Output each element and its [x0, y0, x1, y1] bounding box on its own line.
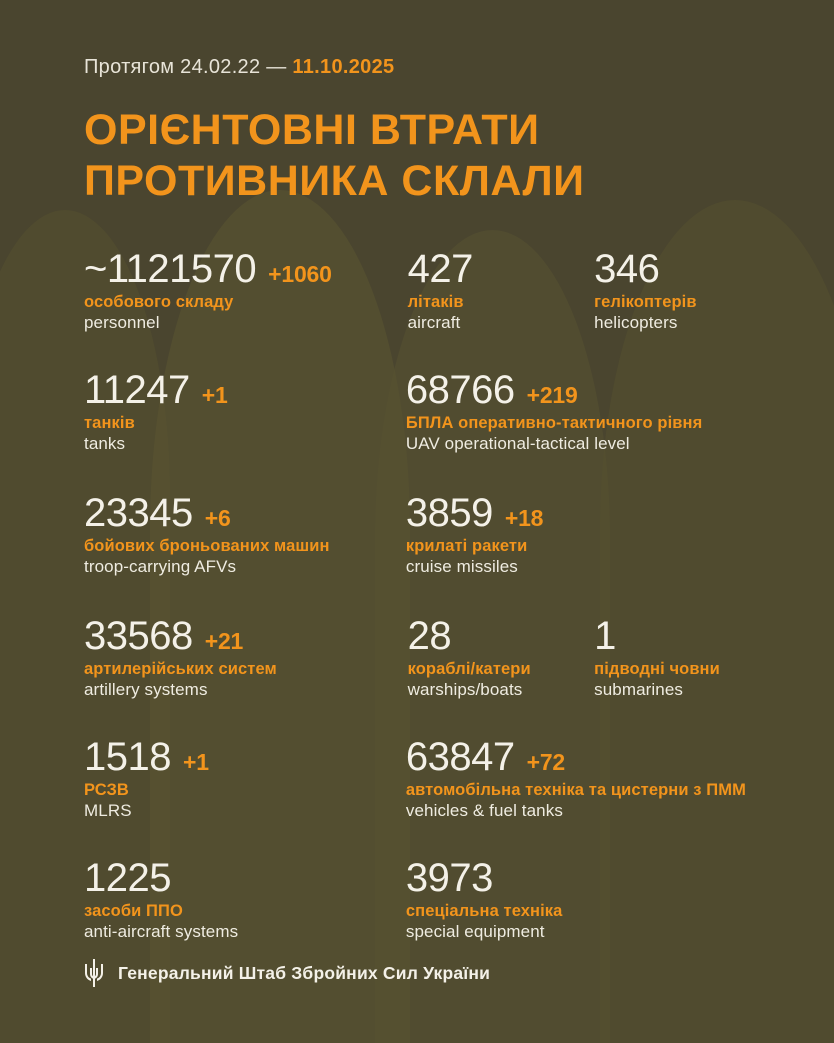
stats-row: [84, 857, 794, 942]
stat-value-line: [594, 248, 794, 290]
stat-value: 23345: [84, 491, 193, 536]
stats-row: [84, 248, 794, 333]
stat-value: 68766: [405, 368, 515, 413]
stat-value-line: [406, 369, 794, 411]
stat-delta: +1060: [268, 261, 332, 288]
stat-value: 1518: [84, 735, 171, 780]
stat-artillery: [84, 615, 408, 700]
stat-delta: +219: [526, 382, 578, 409]
stat-label-ua: засоби ППО: [84, 902, 183, 921]
stat-cruise-missiles: [406, 492, 794, 577]
stat-label-en: tanks: [84, 434, 126, 454]
stat-delta: +1: [182, 749, 209, 776]
stat-value: 63847: [405, 735, 515, 780]
stat-label-en: UAV operational-tactical level: [405, 434, 630, 454]
stat-personnel: [84, 248, 408, 333]
stat-afvs: [84, 492, 406, 577]
stat-label-en: special equipment: [405, 922, 545, 942]
stat-value: 1225: [84, 856, 171, 901]
stat-label-en: troop-carrying AFVs: [84, 557, 237, 577]
stats-grid: [0, 248, 834, 942]
stat-value-line: [406, 857, 794, 899]
stat-value-line: [84, 615, 408, 657]
stat-value-line: [84, 857, 406, 899]
stat-label-en: helicopters: [594, 313, 678, 333]
stat-value-line: [84, 492, 406, 534]
stat-value: 33568: [84, 614, 193, 659]
stat-label-ua: БПЛА оперативно-тактичного рівня: [405, 414, 703, 433]
stat-value-line: [406, 492, 794, 534]
stat-value: 3859: [405, 491, 493, 536]
stat-value: 28: [407, 614, 452, 659]
stat-label-ua: гелікоптерів: [594, 293, 697, 312]
stat-value-line: [406, 736, 794, 778]
stat-value-line: [408, 615, 595, 657]
stat-value-line: [594, 615, 794, 657]
stat-label-en: anti-aircraft systems: [84, 922, 239, 942]
stat-label-en: cruise missiles: [405, 557, 518, 577]
stat-label-ua: танків: [84, 414, 135, 433]
stat-value-line: [84, 736, 406, 778]
stats-row: [84, 369, 794, 454]
stat-label-ua: крилаті ракети: [405, 537, 528, 556]
stat-label-ua: РСЗВ: [84, 781, 129, 800]
stat-value-line: [84, 248, 408, 290]
stat-label-ua: спеціальна техніка: [405, 902, 563, 921]
stat-label-en: personnel: [84, 313, 160, 333]
footer: [84, 959, 490, 987]
period-line: [0, 56, 834, 79]
stat-value: 11247: [84, 368, 190, 413]
stat-tanks: [84, 369, 406, 454]
stat-value: 346: [594, 247, 660, 292]
stat-mlrs: [84, 736, 406, 821]
stat-aircraft: [408, 248, 595, 333]
stat-delta: +21: [204, 628, 244, 655]
stat-anti-aircraft: [84, 857, 406, 942]
stat-label-en: aircraft: [407, 313, 461, 333]
period-date: 11.10.2025: [292, 56, 395, 78]
stat-delta: +18: [504, 505, 544, 532]
stat-special-equipment: [406, 857, 794, 942]
stat-value-line: [408, 248, 595, 290]
stat-label-en: vehicles & fuel tanks: [405, 801, 563, 821]
stats-row: [84, 492, 794, 577]
stat-label-ua: особового складу: [84, 293, 234, 312]
period-prefix: Протягом 24.02.22 —: [84, 56, 293, 78]
stat-value: 427: [407, 247, 473, 292]
stats-row: [84, 615, 794, 700]
stat-delta: +72: [526, 749, 566, 776]
stats-row: [84, 736, 794, 821]
page-title-line1: ОРІЄНТОВНІ ВТРАТИ: [84, 106, 540, 154]
stat-label-ua: автомобільна техніка та цистерни з ПММ: [405, 781, 746, 800]
trident-icon: [84, 959, 104, 987]
stat-label-ua: літаків: [407, 293, 464, 312]
page-title: [0, 105, 834, 206]
footer-text: Генеральний Штаб Збройних Сил України: [118, 962, 491, 983]
stat-value: 1: [594, 614, 616, 659]
stat-label-ua: кораблі/катери: [407, 660, 531, 679]
page-title-line2: ПРОТИВНИКА СКЛАЛИ: [84, 156, 585, 205]
stat-vehicles: [406, 736, 794, 821]
stat-delta: +6: [204, 505, 231, 532]
stat-label-ua: бойових броньованих машин: [84, 537, 330, 556]
stat-delta: +1: [201, 382, 228, 409]
stat-value: 3973: [405, 856, 493, 901]
stat-value-line: [84, 369, 406, 411]
stat-label-en: artillery systems: [84, 680, 208, 700]
stat-uav: [406, 369, 794, 454]
stat-submarines: [594, 615, 794, 700]
stat-helicopters: [594, 248, 794, 333]
stat-label-ua: підводні човни: [594, 660, 720, 679]
stat-label-en: submarines: [594, 680, 684, 700]
stat-label-en: MLRS: [84, 801, 132, 821]
stat-label-ua: артилерійських систем: [84, 660, 277, 679]
stat-value: ~1121570: [84, 247, 257, 292]
stat-warships: [408, 615, 595, 700]
stat-label-en: warships/boats: [407, 680, 523, 700]
